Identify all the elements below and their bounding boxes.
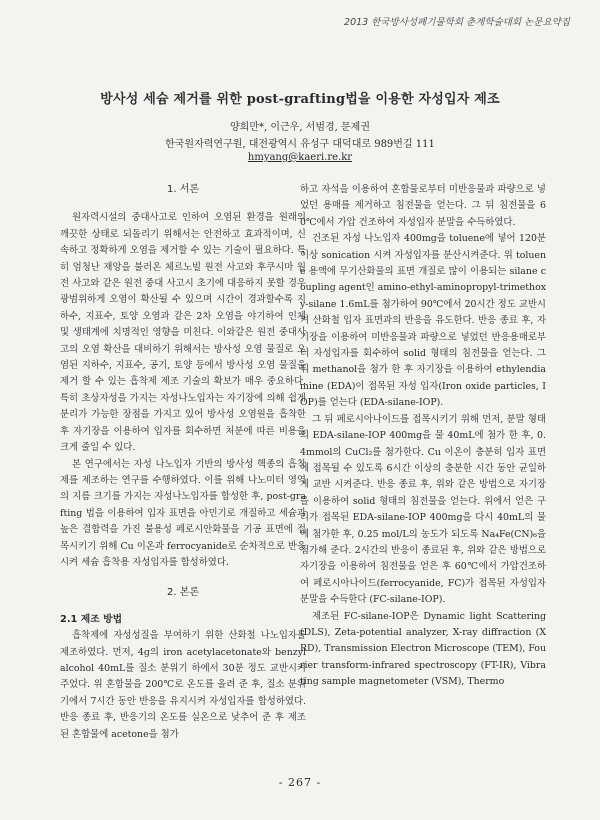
right-paragraph-2: 건조된 자성 나노입자 400mg을 toluene에 넣어 120분 이상 sonication 시켜 자성입자를 분산시켜준다. 위 toluene 용액에 무기산화물의 표면 개질로 많이 이용되는 silane coupling agent인 amino-ethyl-aminopropyl-trimethoxy-silane 1.6mL를 첨가하여 90℃에서 20시간 정도 교반시켜 산화철 입자 표면과의 반응을 유도한다. 반응 종료 후, 자기장을 이용하여 미반응물과 파량으로 넣었던 반응용매로부터 자성입자를 회수하여 solid 형태의 침전물을 얻는다. 그 뒤 methanol을 첨가 한 후 자기장을 이용하여 ethylendiamine (EDA)이 접목된 자성 입자(Iron oxide particles, IOP)를 얻는다 (EDA-silane-IOP).	[300, 233, 546, 409]
method-paragraph: 흡착제에 자성성질을 부여하기 위한 산화철 나노입자를 제조하였다. 먼저, 4g의 iron acetylacetonate와 benzyl alcohol 40mL를 질소 분위기 하에서 30분 정도 교반시켜 주었다. 위 혼합물을 200℃로 온도를 올려 준 후, 질소 분위기에서 7시간 동안 반응을 유지시켜 자성입자를 합성하였다. 반응 종료 후, 반응기의 온도를 실온으로 낮추어 준 후 제조된 혼합물에 acetone을 첨가	[60, 630, 306, 740]
affiliation: 한국원자력연구원, 대전광역시 유성구 대덕대로 989번길 111	[165, 139, 435, 150]
conference-header: 2013 한국방사성폐기물학회 춘계학술대회 논문요약집	[344, 17, 570, 28]
right-column	[300, 182, 546, 691]
page-number: - 267 -	[278, 776, 322, 789]
author-email	[0, 152, 600, 163]
author-list: 양희만*, 이근우, 서범경, 문제권	[230, 122, 370, 133]
left-column	[60, 182, 306, 743]
subsection-heading-method: 2.1 제조 방법	[60, 613, 123, 625]
email-text: hmyang@kaeri.re.kr	[247, 152, 353, 163]
intro-paragraph-2: 본 연구에서는 자성 나노입자 기반의 방사성 핵종의 흡착제를 제조하는 연구를 수행하였다. 이를 위해 나노미터 영역의 지름 크기를 가지는 자성나노입자를 합성한 후, post-grafting 법을 이용하여 입자 표면을 아민기로 개질하고 세슘과 높은 결합력을 가진 불용성 페로시안화물을 기공 표면에 접목시키기 위해 Cu 이온과 ferrocyanide로 순차적으로 반응시켜 세슘 흡착용 자성입자를 합성하였다.	[60, 458, 306, 568]
intro-paragraph-1: 원자력시설의 중대사고로 인하여 오염된 환경을 원래의 깨끗한 상태로 되돌리기 위해서는 안전하고 효과적이며, 신속하고 정확하게 오염을 제거할 수 있는 기술이 필요하다. 특히 엄청난 재앙을 불러온 체르노빌 원전 사고와 후쿠시마 원전 사고와 같은 원전 중대 사고시 초기에 대응하지 못할 경우 광범위하게 오염이 확산될 수 있으며 시간이 경과할수록 지하수, 지표수, 토양 오염과 같은 2차 오염을 야기하여 인체 및 생태계에 치명적인 영향을 미친다. 이와같은 원전 중대사고의 오염 확산을 대비하기 위해서는 방사성 오염 물질로 오염된 지하수, 지표수, 공기, 토양 등에서 방사성 오염 물질을 제거 할 수 있는 흡착제 제조 기술의 확보가 매우 중요하다. 특히 초상자성을 가지는 자성나노입자는 자기장에 의해 쉽게 분리가 가능한 장점을 가지고 있어 방사성 오염원을 흡착한 후 자기장을 이용하여 입자를 회수하면 처분에 따른 비용을 크게 줄일 수 있다.	[60, 212, 306, 454]
right-paragraph-1: 하고 자석을 이용하여 혼합물로부터 미반응물과 파량으로 넣었던 용매를 제거하고 침전물을 얻는다. 그 뒤 침전물을 60℃에서 가압 건조하여 자성입자 분말을 수득하였다.	[300, 184, 546, 228]
right-paragraph-3: 그 뒤 페로시아나이드를 접목시키기 위해 먼저, 분말 형태의 EDA-silane-IOP 400mg을 물 40mL에 첨가 한 후, 0.4mmol의 CuCl₂를 첨가한다. Cu 이온이 충분히 입자 표면에 접목될 수 있도록 6시간 이상의 충분한 시간 동안 균일하게 교반 시켜준다. 반응 종료 후, 위와 같은 방법으로 자기장을 이용하여 solid 형태의 침전물을 얻는다. 위에서 얻은 구리가 접목된 EDA-silane-IOP 400mg을 다시 40mL의 물에 첨가한 후, 0.25 mol/L의 농도가 되도록 Na₄Fe(CN)₆을 첨가해 준다. 2시간의 반응이 종료된 후, 위와 같은 방법으로 자기장을 이용하여 침전물을 얻은 후 60℃에서 가압건조하여 페로시아나이드(ferrocyanide, FC)가 접목된 자성입자 분말을 수득한다 (FC-silane-IOP).	[300, 413, 546, 606]
section-heading-body: 2. 본론	[166, 587, 200, 599]
paper-title: 방사성 세슘 제거를 위한 post-grafting법을 이용한 자성입자 제조	[100, 92, 500, 107]
right-paragraph-4: 제조된 FC-silane-IOP은 Dynamic light Scattering (DLS), Zeta-potential analyzer, X-ray diffraction (XRD), Transmission Electron Microscope (TEM), Fourier transform-infrared spectroscopy (FT-IR), Vibrating sample magnetometer (VSM), Thermo	[300, 610, 546, 688]
section-heading-intro: 1. 서론	[166, 184, 200, 195]
